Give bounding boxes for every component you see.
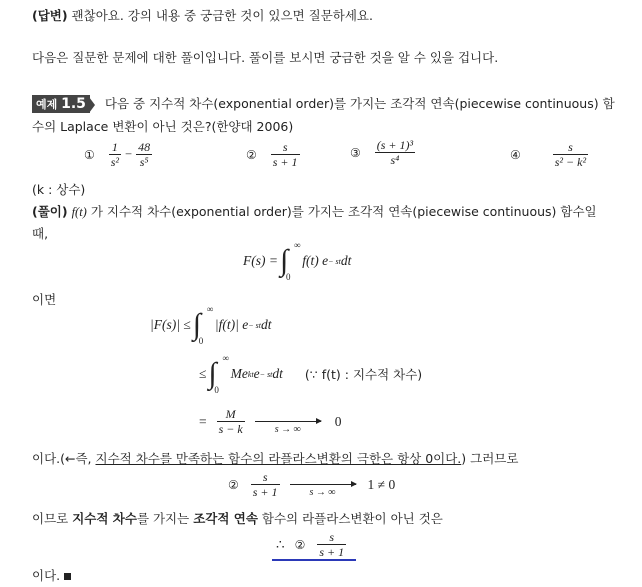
eq-opt2-frac: $\frac{s}{s + 1}$ xyxy=(252,470,278,499)
option-1-frac-a: $\frac{1}{\text{s²}}$ xyxy=(110,140,120,169)
eq-F-dt: dt xyxy=(340,253,352,268)
option-3-mark: ③ xyxy=(350,145,361,160)
option-4-frac: $\frac{s}{\text{s² − k²}}$ xyxy=(554,140,587,169)
question-line1-text: 다음 중 지수적 차수(exponential order)를 가지는 조각적 연속(piecewise continuous) 함 xyxy=(104,96,615,111)
solution-func: f(t) xyxy=(71,205,87,219)
answer-eq-mark: ② xyxy=(294,537,306,552)
solution-label: (풀이) xyxy=(32,204,68,219)
answer-line xyxy=(32,6,373,24)
then-label: 이면 xyxy=(32,292,57,307)
eq-M-lhs: ≤ xyxy=(199,366,207,381)
example-badge xyxy=(32,95,90,113)
example-question-line1 xyxy=(32,94,615,113)
solution-line2: 때, xyxy=(32,226,49,241)
eq-F-integrand: f(t) e xyxy=(302,253,329,268)
limit-arrow-icon: s → ∞ xyxy=(255,421,321,435)
answer-eq-frac: $\frac{s}{s + 1}$ xyxy=(319,530,345,559)
laplace-definition-equation xyxy=(243,240,352,282)
eq-M-exp2: − st xyxy=(259,369,273,379)
option-1-frac-b: $\frac{48}{\text{s⁵}}$ xyxy=(138,140,151,169)
eq-opt2-mark: ② xyxy=(228,477,239,492)
eq-M-exp1: kt xyxy=(247,369,254,379)
abs-bound-equation xyxy=(150,304,272,346)
eq-M-because: (∵ f(t) : 지수적 차수) xyxy=(304,367,423,382)
eq-M-mid: e xyxy=(253,366,260,381)
answer-underline xyxy=(272,559,356,561)
option-4 xyxy=(510,140,588,169)
conclusion-underlined: 지수적 차수를 만족하는 함수의 라플라스변환의 극한은 항상 0이다. xyxy=(95,451,462,466)
final-statement xyxy=(32,509,443,527)
option-4-mark: ④ xyxy=(510,147,521,162)
therefore-symbol: ∴ xyxy=(276,536,285,552)
eq-opt2-result: 1 ≠ 0 xyxy=(367,476,396,492)
badge-triangle-icon xyxy=(89,97,95,113)
final-bold1: 지수적 차수 xyxy=(72,511,137,526)
option2-limit-equation xyxy=(228,470,395,499)
integral-sign: ∫ ∞ 0 xyxy=(192,304,214,346)
final-part2: 를 가지는 xyxy=(136,511,194,526)
limit-arrow-icon: s → ∞ xyxy=(290,484,356,498)
eq-abs-integrand: |f(t)| e xyxy=(214,317,249,332)
option-2 xyxy=(246,140,300,169)
integral-sign: ∫ ∞ 0 xyxy=(208,353,229,395)
option-2-mark: ② xyxy=(246,147,257,162)
intro-text: 다음은 질문한 문제에 대한 풀이입니다. 풀이를 보시면 궁금한 것을 알 수 있을 겁니다. xyxy=(32,50,499,65)
option-3 xyxy=(350,138,415,167)
answer-equation xyxy=(276,530,346,559)
example-badge-word: 예제 xyxy=(36,98,58,111)
example-badge-number: 1.5 xyxy=(61,96,86,112)
solution-line1-text: 가 지수적 차수(exponential order)를 가지는 조각적 연속(piecewise continuous) 함수일 xyxy=(90,204,597,219)
eq-F-exponent: − st xyxy=(328,256,341,266)
end-square-icon xyxy=(64,573,71,580)
conclusion-prefix: 이다.(←즉, xyxy=(32,451,96,466)
limit-equation xyxy=(199,407,341,436)
answer-label: (답변) xyxy=(32,8,68,23)
option-3-frac: $\frac{\text{(s + 1)³}}{\text{s⁴}}$ xyxy=(376,138,414,167)
option-1 xyxy=(84,140,152,169)
answer-text: 괜찮아요. 강의 내용 중 궁금한 것이 있으면 질문하세요. xyxy=(67,8,373,23)
eq-limit-lhs: = xyxy=(199,413,207,429)
eq-limit-frac: $\frac{M}{s - k}$ xyxy=(218,407,243,436)
eq-M-dt: dt xyxy=(272,366,283,381)
eq-limit-result: 0 xyxy=(334,413,342,429)
k-note: (k : 상수) xyxy=(32,182,86,197)
integral-sign: ∫ ∞ 0 xyxy=(279,240,301,282)
solution-line1 xyxy=(32,202,597,220)
option-1-mark: ① xyxy=(84,147,95,162)
final-part3: 함수의 라플라스변환이 아닌 것은 xyxy=(257,511,443,526)
eq-M-integrand: Me xyxy=(230,366,248,381)
option-2-frac: $\frac{s}{s + 1}$ xyxy=(272,140,298,169)
final-part1: 이므로 xyxy=(32,511,73,526)
eq-F-lhs: F(s) = xyxy=(243,253,278,268)
final-bold2: 조각적 연속 xyxy=(193,511,258,526)
m-bound-equation xyxy=(199,353,423,395)
conclusion-line xyxy=(32,449,518,467)
option-1-operator: − xyxy=(125,147,133,161)
example-question-line2: 수의 Laplace 변환이 아닌 것은?(한양대 2006) xyxy=(32,119,294,134)
end-text: 이다. xyxy=(32,568,61,583)
conclusion-suffix: ) 그러므로 xyxy=(461,451,519,466)
end-line xyxy=(32,566,71,584)
eq-abs-dt: dt xyxy=(260,317,272,332)
eq-abs-exponent: − st xyxy=(248,320,261,330)
eq-abs-lhs: |F(s)| ≤ xyxy=(150,317,191,332)
